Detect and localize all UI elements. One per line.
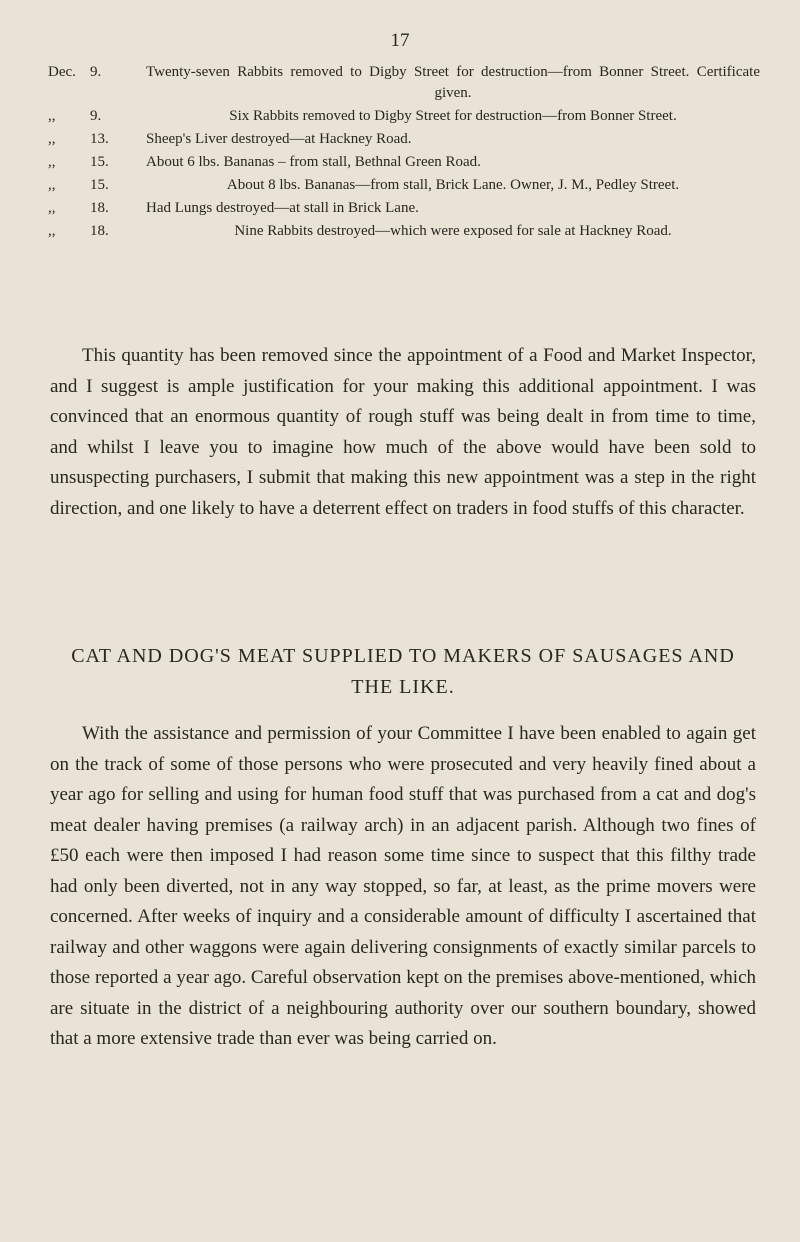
entry-month: ,, — [48, 200, 56, 216]
entry-day: 9. — [90, 108, 102, 124]
entry-row — [48, 62, 760, 104]
entry-row — [48, 221, 760, 242]
entry-day: 18. — [90, 223, 109, 239]
entry-month: ,, — [48, 177, 56, 193]
body-paragraph-1: This quantity has been removed since the appointment of a Food and Market Inspector, and I suggest is ample justification for your making this additional appointment. I was convinced that an enormous quantity of rough stuff was being dealt in from time to time, and whilst I leave you to imagine how much of the above would have been sold to unsuspecting purchasers, I submit that making this new appointment was a step in the right direction, and one likely to have a deterrent effect on traders in food stuffs of this character. — [50, 345, 756, 519]
seizure-entries — [48, 62, 760, 244]
entry-day: 15. — [90, 154, 109, 170]
entry-row — [48, 106, 760, 127]
page-number: 17 — [390, 30, 410, 51]
entry-month: ,, — [48, 131, 56, 147]
entry-row — [48, 129, 760, 150]
entry-day: 18. — [90, 200, 109, 216]
entry-text: Had Lungs destroyed—at stall in Brick Lane. — [146, 200, 419, 216]
entry-row — [48, 152, 760, 173]
entry-text: Six Rabbits removed to Digby Street for destruction—from Bonner Street. — [229, 108, 677, 124]
entry-month: ,, — [48, 154, 56, 170]
entry-month: ,, — [48, 223, 56, 239]
entry-text: About 8 lbs. Bananas—from stall, Brick Lane. Owner, J. M., Pedley Street. — [226, 177, 680, 193]
entry-text: About 6 lbs. Bananas – from stall, Bethnal Green Road. — [146, 154, 481, 170]
entry-text: Twenty-seven Rabbits removed to Digby Street for destruction—from Bonner Street. Certificate given. — [146, 64, 760, 101]
entry-month: ,, — [48, 108, 56, 124]
body-paragraph-2: With the assistance and permission of your Committee I have been enabled to again get on the track of some of those persons who were prosecuted and very heavily fined about a year ago for selling and using for human food stuff that was purchased from a cat and dog's meat dealer having premises (a railway arch) in an adjacent parish. Although two fines of £50 each were then imposed I had reason some time since to suspect that this filthy trade had only been diverted, not in any way stopped, so far, at least, as the prime movers were concerned. After weeks of inquiry and a considerable amount of difficulty I ascertained that railway and other waggons were again delivering consignments of exactly similar parcels to those reported a year ago. Careful observation kept on the premises above-mentioned, which are situate in the district of a neighbouring authority over our southern boundary, showed that a more extensive trade than ever was being carried on. — [50, 723, 756, 1049]
entry-day: 13. — [90, 131, 109, 147]
section-heading: CAT AND DOG'S MEAT SUPPLIED TO MAKERS OF SAUSAGES AND THE LIKE. — [71, 645, 735, 698]
entry-month: Dec. — [48, 64, 76, 80]
entry-text: Nine Rabbits destroyed—which were exposed for sale at Hackney Road. — [234, 223, 672, 239]
entry-day: 9. — [90, 64, 102, 80]
entry-day: 15. — [90, 177, 109, 193]
entry-row — [48, 198, 760, 219]
entry-text: Sheep's Liver destroyed—at Hackney Road. — [146, 131, 412, 147]
entry-row — [48, 175, 760, 196]
